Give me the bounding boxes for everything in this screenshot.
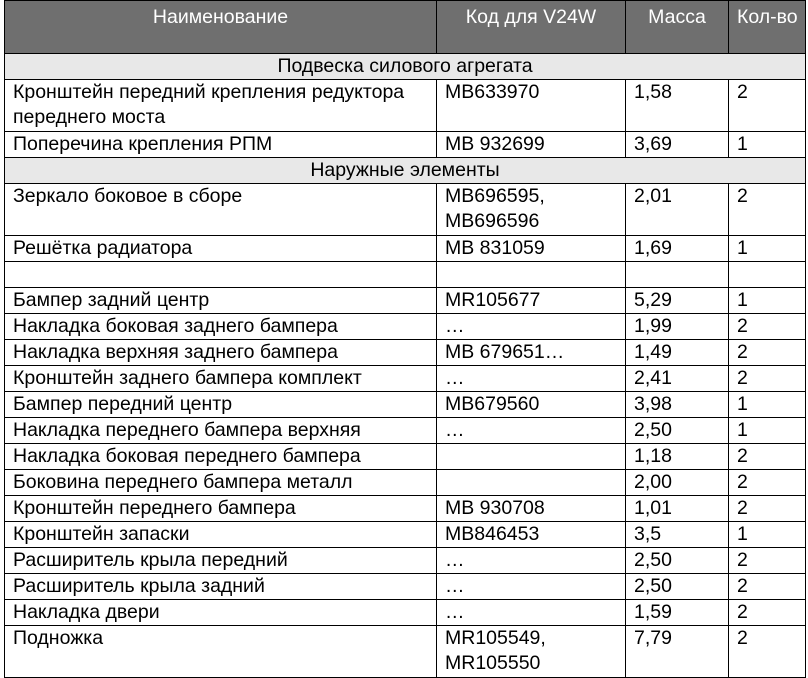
cell-name: Боковина переднего бампера металл xyxy=(5,470,437,496)
cell-name: Решётка радиатора xyxy=(5,236,437,262)
table-row xyxy=(5,496,806,522)
cell-name: Кронштейн запаски xyxy=(5,522,437,548)
cell-mass xyxy=(626,262,729,288)
cell-code: MB846453 xyxy=(437,522,626,548)
cell-code: … xyxy=(437,366,626,392)
cell-qty: 2 xyxy=(729,626,806,678)
cell-code: … xyxy=(437,418,626,444)
cell-code: MB 930708 xyxy=(437,496,626,522)
cell-qty: 2 xyxy=(729,444,806,470)
cell-code: MB 679651… xyxy=(437,340,626,366)
cell-name: Накладка переднего бампера верхняя xyxy=(5,418,437,444)
table-row xyxy=(5,314,806,340)
cell-qty: 1 xyxy=(729,236,806,262)
cell-code xyxy=(437,262,626,288)
cell-mass: 1,69 xyxy=(626,236,729,262)
cell-qty: 2 xyxy=(729,314,806,340)
cell-qty: 2 xyxy=(729,366,806,392)
cell-mass: 3,98 xyxy=(626,392,729,418)
cell-qty xyxy=(729,262,806,288)
table-row xyxy=(5,548,806,574)
column-header-name: Наименование xyxy=(5,1,437,54)
section-title: Подвеска силового агрегата xyxy=(5,54,806,80)
cell-qty: 1 xyxy=(729,418,806,444)
cell-code: MB633970 xyxy=(437,80,626,132)
table-row xyxy=(5,574,806,600)
cell-code: … xyxy=(437,548,626,574)
table-row xyxy=(5,470,806,496)
cell-qty: 2 xyxy=(729,184,806,236)
cell-mass: 2,41 xyxy=(626,366,729,392)
table-row xyxy=(5,132,806,158)
cell-code: MR105677 xyxy=(437,288,626,314)
cell-name: Кронштейн передний крепления редуктора переднего моста xyxy=(5,80,437,132)
table-row xyxy=(5,340,806,366)
cell-name xyxy=(5,262,437,288)
cell-code: … xyxy=(437,314,626,340)
cell-code xyxy=(437,444,626,470)
cell-qty: 2 xyxy=(729,600,806,626)
cell-name: Кронштейн переднего бампера xyxy=(5,496,437,522)
cell-name: Расширитель крыла передний xyxy=(5,548,437,574)
cell-mass: 2,01 xyxy=(626,184,729,236)
cell-qty: 1 xyxy=(729,522,806,548)
table-row xyxy=(5,184,806,236)
cell-qty: 2 xyxy=(729,496,806,522)
cell-qty: 1 xyxy=(729,132,806,158)
table-row xyxy=(5,418,806,444)
section-row xyxy=(5,158,806,184)
cell-qty: 2 xyxy=(729,548,806,574)
cell-mass: 1,49 xyxy=(626,340,729,366)
cell-mass: 1,18 xyxy=(626,444,729,470)
table-row xyxy=(5,522,806,548)
section-row xyxy=(5,54,806,80)
column-header-qty: Кол-во xyxy=(729,1,806,54)
cell-code: MR105549, MR105550 xyxy=(437,626,626,678)
cell-name: Бампер передний центр xyxy=(5,392,437,418)
cell-mass: 2,00 xyxy=(626,470,729,496)
cell-mass: 5,29 xyxy=(626,288,729,314)
cell-qty: 2 xyxy=(729,340,806,366)
cell-name: Накладка боковая переднего бампера xyxy=(5,444,437,470)
cell-mass: 2,50 xyxy=(626,418,729,444)
cell-qty: 2 xyxy=(729,470,806,496)
cell-code: … xyxy=(437,574,626,600)
cell-mass: 1,58 xyxy=(626,80,729,132)
table-row xyxy=(5,392,806,418)
cell-qty: 2 xyxy=(729,80,806,132)
cell-qty: 1 xyxy=(729,392,806,418)
cell-name: Расширитель крыла задний xyxy=(5,574,437,600)
column-header-mass: Масса xyxy=(626,1,729,54)
table-row xyxy=(5,600,806,626)
cell-name: Кронштейн заднего бампера комплект xyxy=(5,366,437,392)
cell-name: Накладка боковая заднего бампера xyxy=(5,314,437,340)
column-header-code: Код для V24W xyxy=(437,1,626,54)
table-row xyxy=(5,366,806,392)
cell-mass: 7,79 xyxy=(626,626,729,678)
cell-code: … xyxy=(437,600,626,626)
cell-name: Поперечина крепления РПМ xyxy=(5,132,437,158)
table-row-empty xyxy=(5,262,806,288)
cell-code: MB696595, MB696596 xyxy=(437,184,626,236)
section-title: Наружные элементы xyxy=(5,158,806,184)
cell-mass: 3,5 xyxy=(626,522,729,548)
cell-code xyxy=(437,470,626,496)
cell-name: Подножка xyxy=(5,626,437,678)
table-row xyxy=(5,236,806,262)
parts-table xyxy=(4,0,806,678)
table-row xyxy=(5,444,806,470)
cell-mass: 1,59 xyxy=(626,600,729,626)
cell-code: MB 932699 xyxy=(437,132,626,158)
cell-code: MB679560 xyxy=(437,392,626,418)
cell-name: Накладка двери xyxy=(5,600,437,626)
header-row xyxy=(5,1,806,54)
cell-mass: 1,99 xyxy=(626,314,729,340)
cell-mass: 2,50 xyxy=(626,574,729,600)
cell-name: Зеркало боковое в сборе xyxy=(5,184,437,236)
cell-mass: 3,69 xyxy=(626,132,729,158)
cell-qty: 1 xyxy=(729,288,806,314)
cell-qty: 2 xyxy=(729,574,806,600)
table-row xyxy=(5,626,806,678)
table-row xyxy=(5,80,806,132)
cell-name: Накладка верхняя заднего бампера xyxy=(5,340,437,366)
table-row xyxy=(5,288,806,314)
cell-code: MB 831059 xyxy=(437,236,626,262)
cell-name: Бампер задний центр xyxy=(5,288,437,314)
cell-mass: 2,50 xyxy=(626,548,729,574)
cell-mass: 1,01 xyxy=(626,496,729,522)
